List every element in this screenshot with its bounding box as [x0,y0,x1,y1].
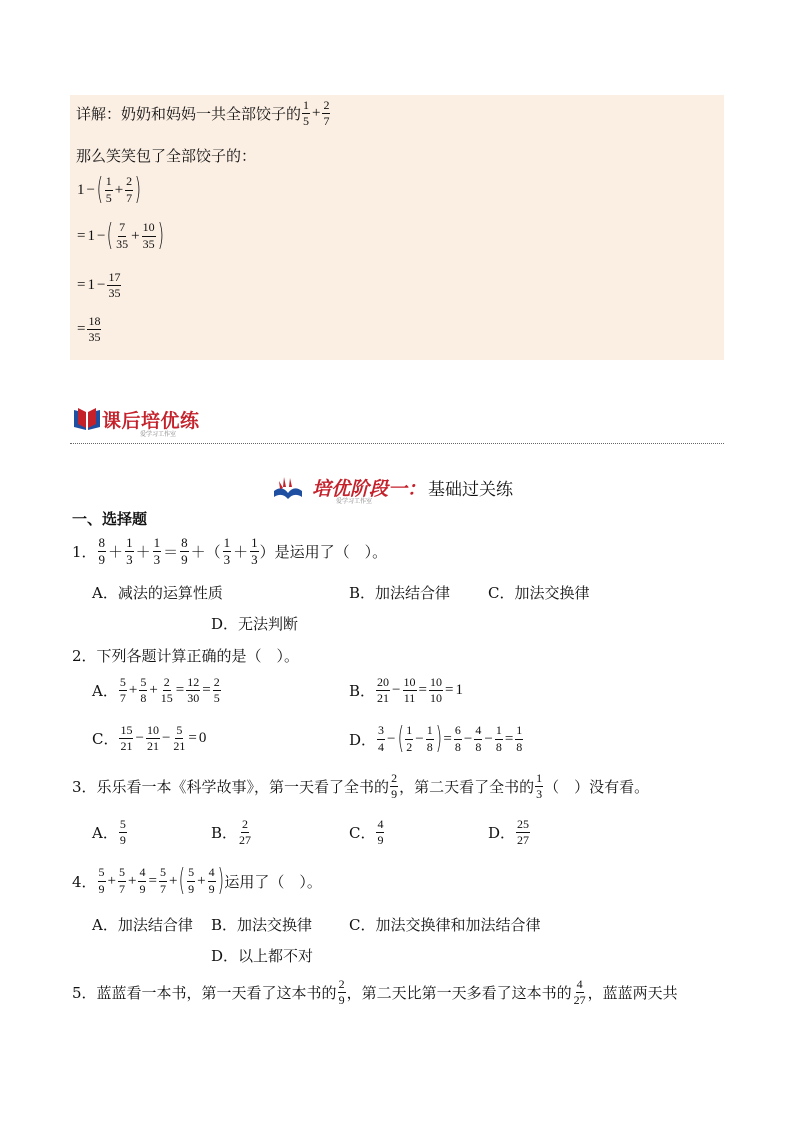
stage-title: 培优阶段一 [312,478,408,500]
answer-line-2: 那么笑笑包了全部饺子的： [76,147,257,165]
question-1: 1． $\frac{8}{9}$ ＋ $\frac{1}{3}$ ＋ $\frac{1}{3}$ ＝ $\frac{8}{9}$ ＋（ $\frac{1}{3}$ ＋ $\frac{1}{3}$ ）是运用了（ ）。 [72,535,388,568]
stage-header: 培优阶段一 ： 基础过关练 爱学习工作室 [270,474,513,501]
answer-step-3: = 1 − $\frac{17}{35}$ [77,270,121,301]
q4-option-c[interactable]: C．加法交换律和加法结合律 [349,916,541,934]
q1-option-d[interactable]: D．无法判断 [211,615,299,633]
q3-option-b[interactable]: B． $\frac{2}{27}$ [211,817,252,848]
q3-option-d[interactable]: D． $\frac{25}{27}$ [488,817,530,848]
q4-option-a[interactable]: A．加法结合律 [92,916,193,934]
answer-line-1: 详解：奶奶和妈妈一共全部饺子的 $\frac{1}{5}$ + $\frac{2}{7}$ [76,98,330,129]
q2-option-d[interactable]: D． $\frac{3}{4}$ − ( $\frac{1}{2}$ − $\frac{1}{8}$ ) = $\frac{6}{8}$ − $\frac{4}{8}$ − $\frac{1}{8}$ = $\frac{1}{8}$ [349,721,523,756]
divider [70,443,724,444]
q2-option-c[interactable]: C． $\frac{15}{21}$ − $\frac{10}{21}$ − $\frac{5}{21}$ = 0 [92,723,207,754]
banner-title: 课后培优练 [102,410,200,432]
q1-option-c[interactable]: C．加法交换律 [488,584,590,602]
section-title: 一、选择题 [72,510,148,528]
question-3: 3． 乐乐看一本《科学故事》，第一天看了全书的 $\frac{2}{9}$ ，第二天看了全书的 $\frac{1}{3}$ （ ）没有看。 [72,771,650,802]
stage-small: 爱学习工作室 [336,498,373,505]
question-4: 4． $\frac{5}{9}$ + $\frac{5}{7}$ + $\frac{4}{9}$ = $\frac{5}{7}$ + ( $\frac{5}{9}$ + $\frac{4}{9}$ ) 运用了（ ）。 [72,863,322,898]
q2-option-b[interactable]: B． $\frac{20}{21}$ − $\frac{10}{11}$ = $\frac{10}{10}$ = 1 [349,675,463,706]
q4-option-d[interactable]: D．以上都不对 [211,947,314,965]
answer-step-1: 1 − ( $\frac{1}{5}$ + $\frac{2}{7}$ ) [77,172,142,207]
open-book-icon [270,475,306,501]
question-2: 2． 下列各题计算正确的是（ ）。 [72,647,300,665]
stage-subtitle: 基础过关练 [428,480,514,500]
q1-option-b[interactable]: B．加法结合律 [349,584,451,602]
q3-option-c[interactable]: C． $\frac{4}{9}$ [349,817,384,848]
q4-option-b[interactable]: B．加法交换律 [211,916,313,934]
question-5: 5． 蓝蓝看一本书，第一天看了这本书的 $\frac{2}{9}$ ，第二天比第一天多看了这本书的 $\frac{4}{27}$ ，蓝蓝两天共 [72,977,678,1008]
fraction: $\frac{1}{5}$ [303,98,310,129]
q2-option-a[interactable]: A． $\frac{5}{7}$ + $\frac{5}{8}$ + $\frac{2}{15}$ = $\frac{12}{30}$ = $\frac{2}{5}$ [92,675,220,706]
banner-logo [72,406,200,438]
answer-step-4: = $\frac{18}{35}$ [77,314,101,345]
book-icon [72,406,102,432]
answer-step-2: = 1 − ( $\frac{7}{35}$ + $\frac{10}{35}$ ) [77,218,164,253]
answer-explanation-box [70,95,724,360]
q1-option-a[interactable]: A．减法的运算性质 [92,584,223,602]
banner-subtitle: 爱学习工作室 [140,431,177,438]
fraction: $\frac{2}{7}$ [323,98,330,129]
q3-option-a[interactable]: A． $\frac{5}{9}$ [92,817,126,848]
